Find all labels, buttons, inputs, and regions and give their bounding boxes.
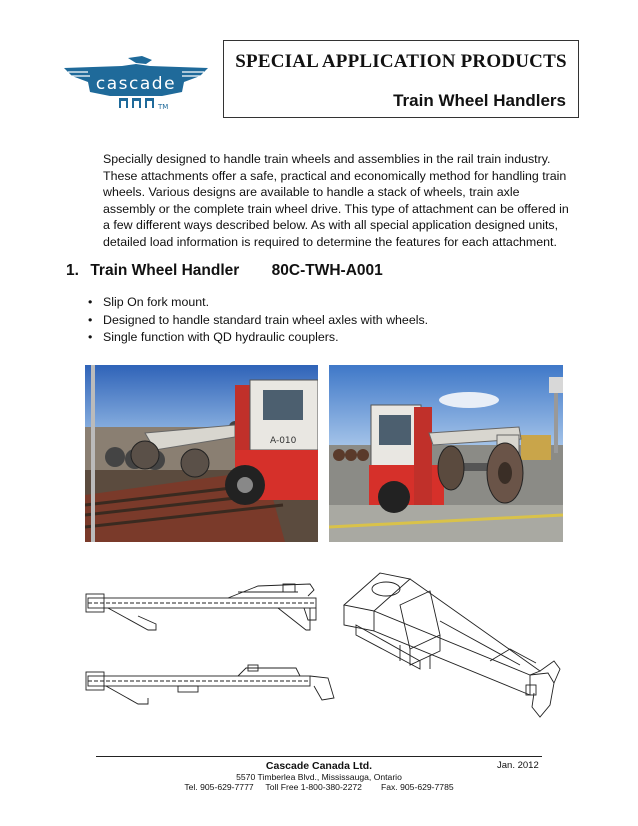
footer-divider xyxy=(96,756,542,757)
photo-forklift-right xyxy=(329,365,563,542)
feature-item: • Slip On fork mount. xyxy=(88,294,428,312)
feature-list xyxy=(88,294,428,347)
footer-address: 5570 Timberlea Blvd., Mississauga, Ontario xyxy=(236,772,402,782)
footer-date: Jan. 2012 xyxy=(497,760,539,771)
logo-trademark: TM xyxy=(158,103,169,111)
feature-item: • Designed to handle standard train wheel axles with wheels. xyxy=(88,312,428,330)
footer-company: Cascade Canada Ltd. xyxy=(265,760,373,772)
isometric-drawing-icon xyxy=(340,565,562,730)
forklift-photo-image xyxy=(329,365,563,542)
side-view-drawing-top xyxy=(78,580,328,642)
side-view-drawing-icon xyxy=(78,664,336,712)
cascade-logo xyxy=(62,52,210,116)
page-title: SPECIAL APPLICATION PRODUCTS xyxy=(235,51,567,72)
side-view-drawing-bottom xyxy=(78,664,336,712)
isometric-drawing xyxy=(340,565,562,730)
footer-phones: Tel. 905-629-7777 Toll Free 1-800-380-2272 Fax. 905-629-7785 xyxy=(184,782,454,792)
logo-wordmark: cascade xyxy=(95,74,177,94)
section-name: Train Wheel Handler xyxy=(90,262,240,279)
section-model: 80C-TWH-A001 xyxy=(271,262,383,279)
feature-item: • Single function with QD hydraulic couplers. xyxy=(88,329,428,347)
section-number: 1. xyxy=(66,262,79,279)
page-subtitle: Train Wheel Handlers xyxy=(393,91,566,110)
intro-paragraph: Specially designed to handle train wheels and assemblies in the rail train industry. These attachments offer a safe, practical and economically method for handling train wheels. Various designs are available to handle a stack of wheels, train axle assembly or the complete train wheel drive. This type of attachment can be offered in a few different ways described below. As with all special application designed units, detailed load information is required to determine the features for each attachment. xyxy=(103,152,569,249)
header-box xyxy=(223,40,579,118)
section-heading xyxy=(66,262,383,280)
forklift-photo-image xyxy=(85,365,318,542)
side-view-drawing-icon xyxy=(78,580,328,642)
photo-forklift-left xyxy=(85,365,318,542)
forklift-number-label: A-010 xyxy=(270,436,297,446)
cascade-logo-icon xyxy=(62,52,210,116)
